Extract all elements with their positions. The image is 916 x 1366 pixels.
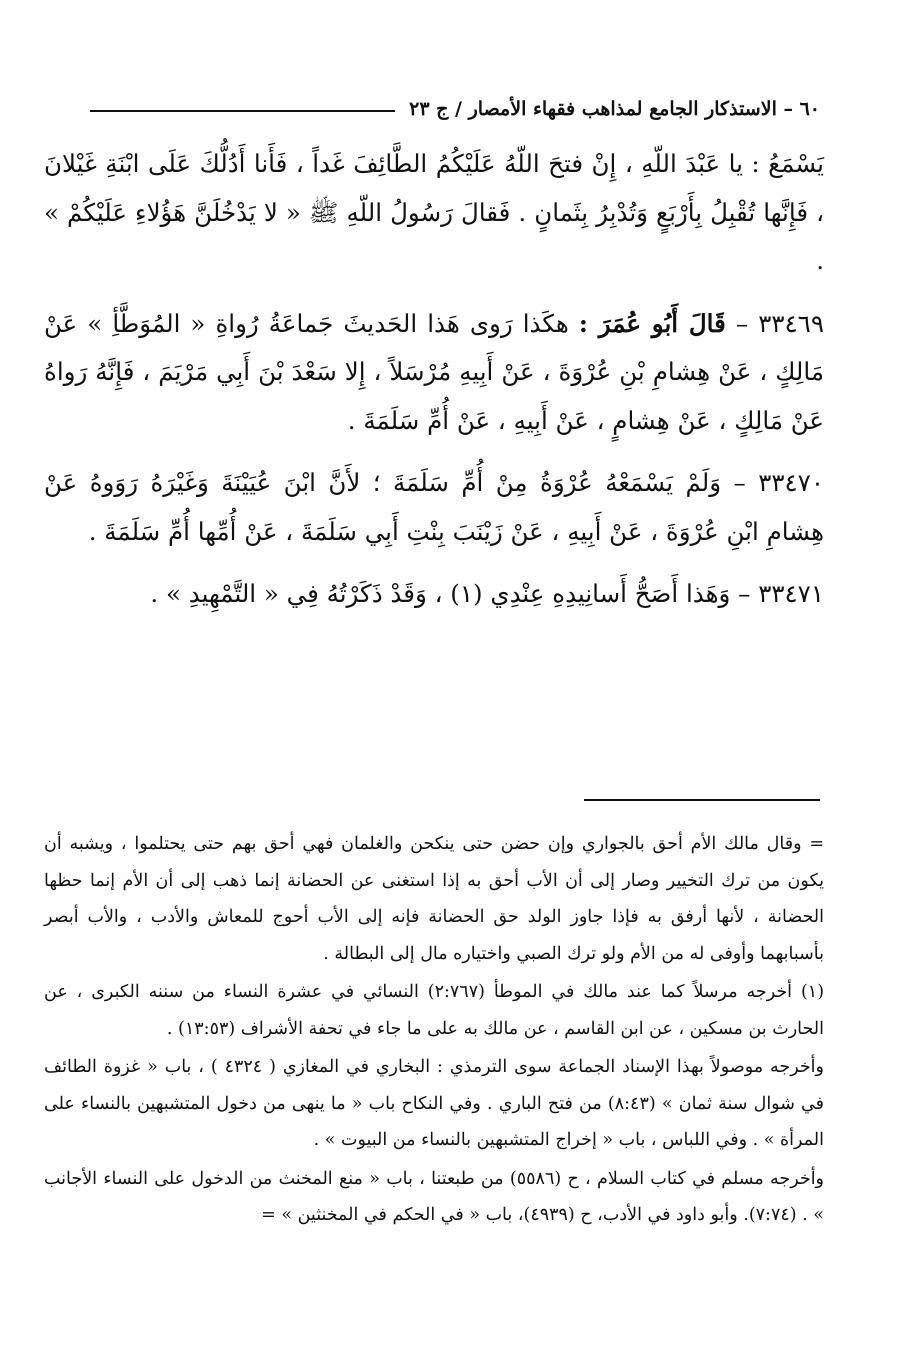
footnote-separator xyxy=(584,799,820,801)
paragraph-number: ٣٣٤٦٩ – xyxy=(735,308,824,338)
page-header xyxy=(90,92,820,126)
footnote-1-muslim: وأخرجه مسلم في كتاب السلام ، ح (٥٥٨٦) من طبعتنا ، باب « منع المخنث من الدخول على النساء الأجانب » . (٧:٧٤). وأبو داود في الأدب، ح (٤٩٣٩)، باب « في الحكم في المخنثين » = xyxy=(44,1168,825,1225)
paragraph-number: ٣٣٤٧١ – xyxy=(738,579,824,608)
paragraph-hadith-end: يَسْمَعُ : يا عَبْدَ اللّهِ ، إِنْ فتحَ اللّهُ عَلَيْكُمُ الطَّائِفَ غَداً ، فَأَنا أَدُلُّكَ عَلَى ابْنَةِ غَيْلانَ ، فَإِنَّها تُقْبِلُ بِأَرْبَعٍ وَتُدْبِرُ بِثَمانٍ . فَقالَ رَسُولُ اللّهِ ﷺ « لا يَدْخُلَنَّ هَؤُلاءِ عَلَيْكُمْ » . xyxy=(44,149,824,275)
paragraph-text: وَهَذا أَصَحُّ أَسانِيدِهِ عِنْدِي (١) ، وَقَدْ ذَكَرْتُهُ فِي « التَّمْهِيدِ » . xyxy=(150,579,731,608)
paragraph-lead: قَالَ أَبُو عُمَرَ : xyxy=(578,308,726,338)
footnotes xyxy=(44,826,824,1234)
running-header-title: ٦٠ – الاستذكار الجامع لمذاهب فقهاء الأمصار / ج ٢٣ xyxy=(409,98,820,120)
footnote-continuation: = وقال مالك الأم أحق بالجواري وإن حضن حتى ينكحن والغلمان فهي أحق بهم حتى يحتلموا ، ويشبه أن يكون من ترك التخيير وصار إلى أن الأب أحق به إذا استغنى عن الحضانة إنما ذهب إلى أن الأم إنما حظها الحضانة ، لأنها أرفق به فإذا جاوز الولد حق الحضانة فإنه إلى الأب أحوج للمعاش والأدب ، والأب أبصر بأسبابهما وأوفى له من الأم ولو ترك الصبي واختياره مال إلى البطالة . xyxy=(44,834,824,964)
paragraph-text: وَلَمْ يَسْمَعْهُ عُرْوَةُ مِنْ أُمِّ سَلَمَةَ ؛ لأَنَّ ابْنَ عُيَيْنَةَ وَغَيْرَهُ رَوَوهُ عَنْ هِشامِ ابْنِ عُرْوَةَ ، عَنْ أَبِيهِ ، عَنْ زَيْنَبَ بِنْتِ أَبِي سَلَمَةَ ، عَنْ أُمِّها أُمِّ سَلَمَةَ . xyxy=(44,468,824,546)
paragraph-33470 xyxy=(44,459,824,556)
paragraph-33469 xyxy=(44,300,824,446)
main-text xyxy=(44,140,824,619)
footnote-1-bukhari: وأخرجه موصولاً بهذا الإسناد الجماعة سوى الترمذي : البخاري في المغازي ( ٤٣٢٤ ) ، باب « غزوة الطائف في شوال سنة ثمان » (٨:٤٣) من فتح الباري . وفي النكاح باب « ما ينهى من دخول المتشبهين بالنساء على المرأة » . وفي اللباس ، باب « إخراج المتشبهين بالنساء من البيوت » . xyxy=(44,1057,825,1150)
paragraph-33471 xyxy=(44,570,824,619)
paragraph-number: ٣٣٤٧٠ – xyxy=(733,468,824,497)
footnote-1: (١) أخرجه مرسلاً كما عند مالك في الموطأ (٢:٧٦٧) النسائي في عشرة النساء من سننه الكبرى ، عن الحارث بن مسكين ، عن ابن القاسم ، عن مالك به على ما جاء في تحفة الأشراف (١٣:٥٣) . xyxy=(44,982,825,1039)
paragraph-text: هكَذا رَوى هَذا الحَديثَ جَماعَةُ رُواةِ « المُوَطَّأِ » عَنْ مَالِكٍ ، عَنْ هِشامِ بْنِ عُرْوَةَ ، عَنْ أَبِيهِ مُرْسَلاً ، إِلا سَعْدَ بْنَ أَبِي مَرْيَمَ ، فَإِنَّهُ رَواهُ عَنْ مَالِكٍ ، عَنْ هِشامٍ ، عَنْ أَبِيهِ ، عَنْ أُمِّ سَلَمَةَ . xyxy=(44,308,824,435)
header-rule xyxy=(90,110,395,112)
